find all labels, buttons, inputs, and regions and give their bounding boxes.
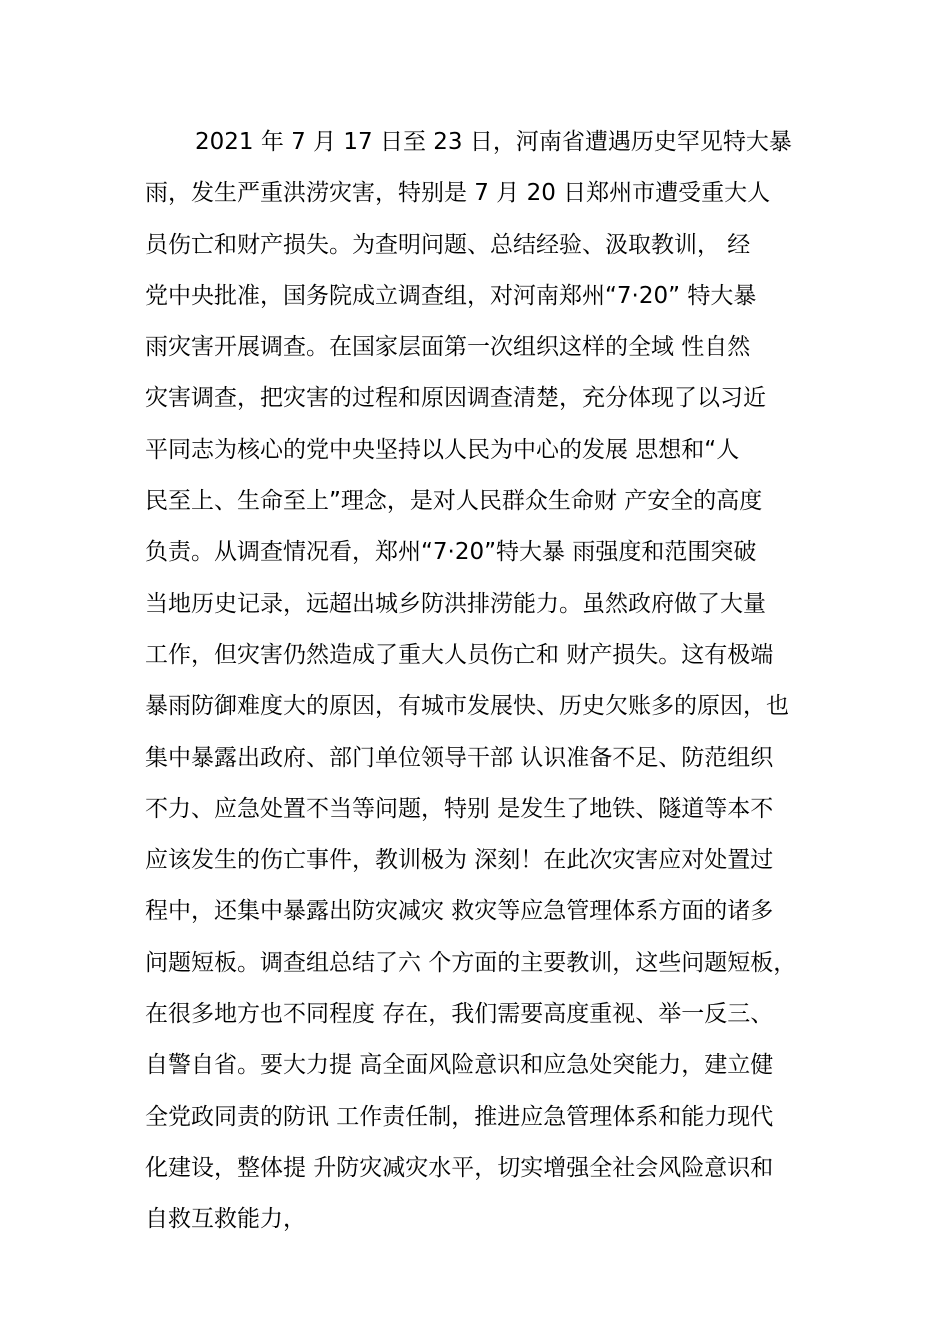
paragraph-line: 工作，但灾害仍然造成了重大人员伤亡和 财产损失。这有极端 [145,641,774,668]
paragraph-line: 民至上、生命至上”理念，是对人民群众生命财 产安全的高度 [145,488,763,515]
paragraph-line: 平同志为核心的党中央坚持以人民为中心的发展 思想和“人 [145,436,740,463]
paragraph-line: 问题短板。调查组总结了六 个方面的主要教训，这些问题短板， [145,949,797,976]
paragraph-line: 不力、应急处置不当等问题，特别 是发生了地铁、隧道等本不 [145,795,774,822]
paragraph-line: 当地历史记录，远超出城乡防洪排涝能力。虽然政府做了大量 [145,590,766,617]
paragraph-line: 程中，还集中暴露出防灾减灾 救灾等应急管理体系方面的诸多 [145,898,774,925]
paragraph-line: 应该发生的伤亡事件，教训极为 深刻！在此次灾害应对处置过 [145,847,774,874]
paragraph-line: 灾害调查，把灾害的过程和原因调查清楚，充分体现了以习近 [145,385,766,412]
paragraph-line: 雨灾害开展调查。在国家层面第一次组织这样的全域 性自然 [145,334,751,361]
paragraph-line: 化建设，整体提 升防灾减灾水平，切实增强全社会风险意识和 [145,1154,774,1181]
paragraph-line: 员伤亡和财产损失。为查明问题、总结经验、汲取教训， 经 [145,231,751,258]
paragraph-line: 全党政同责的防讯 工作责任制，推进应急管理体系和能力现代 [145,1103,774,1130]
paragraph-line: 暴雨防御难度大的原因，有城市发展快、历史欠账多的原因，也 [145,693,789,720]
paragraph-line: 在很多地方也不同程度 存在，我们需要高度重视、举一反三、 [145,1001,774,1028]
paragraph-line: 2021 年 7 月 17 日至 23 日，河南省遭遇历史罕见特大暴 [195,129,792,155]
paragraph-line: 自救互救能力， [145,1206,306,1233]
paragraph-line: 负责。从调查情况看，郑州“7·20”特大暴 雨强度和范围突破 [145,539,757,566]
paragraph-line: 雨，发生严重洪涝灾害，特别是 7 月 20 日郑州市遭受重大人 [145,180,771,207]
paragraph-line: 自警自省。要大力提 高全面风险意识和应急处突能力，建立健 [145,1052,774,1079]
paragraph-line: 党中央批准，国务院成立调查组，对河南郑州“7·20” 特大暴 [145,282,757,309]
body-paragraph [145,117,845,1246]
paragraph-line: 集中暴露出政府、部门单位领导干部 认识准备不足、防范组织 [145,744,774,771]
